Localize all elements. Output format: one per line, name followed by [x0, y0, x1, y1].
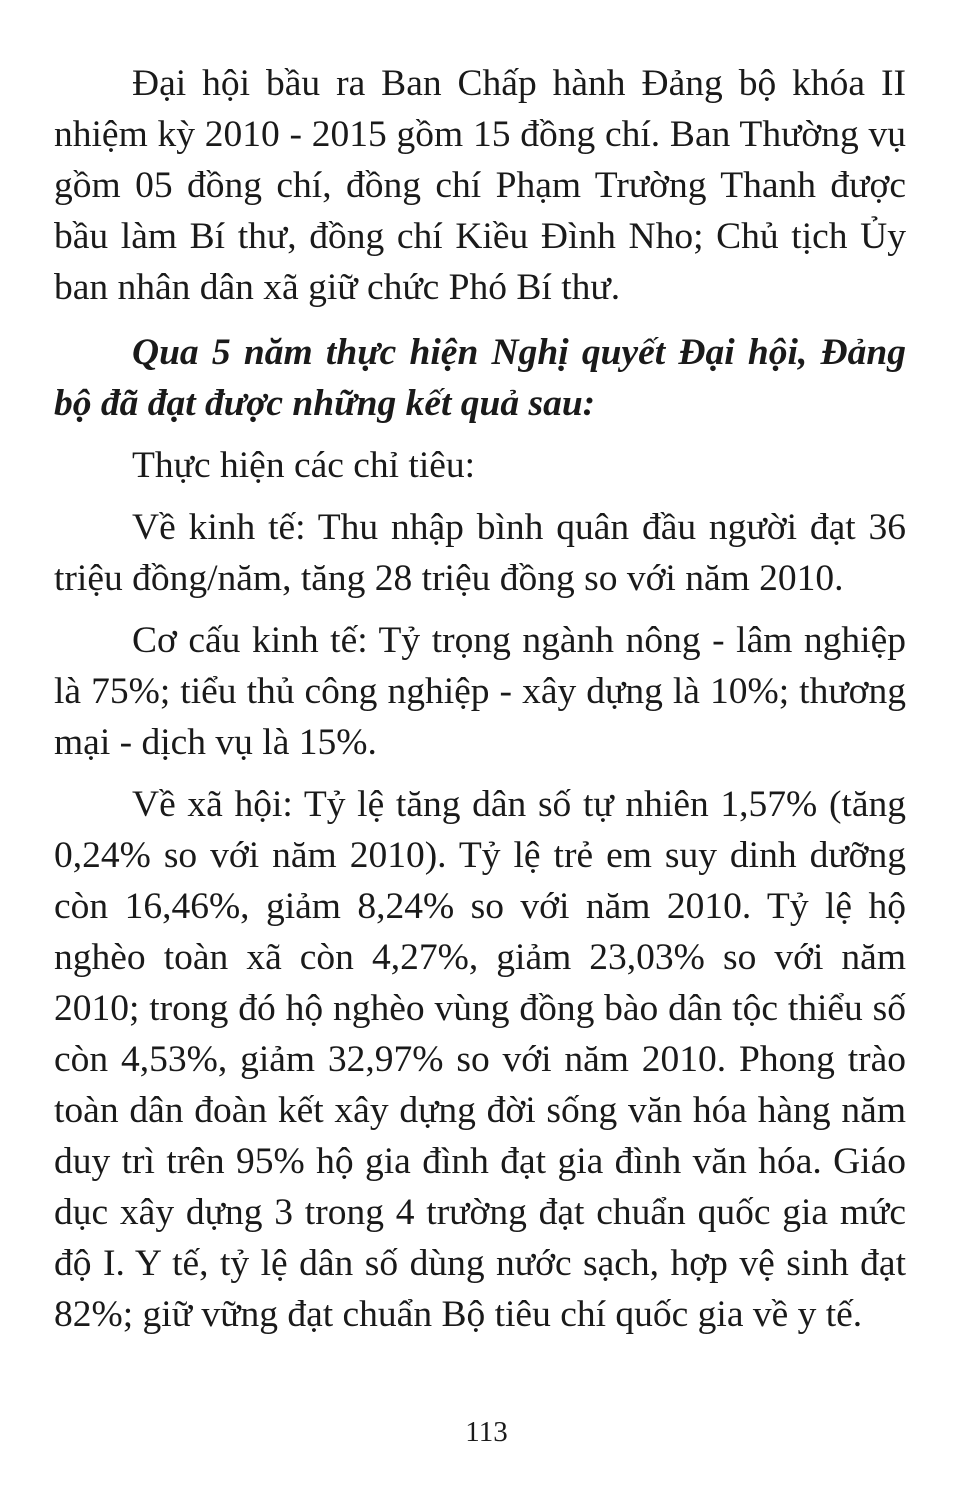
paragraph-results-heading: Qua 5 năm thực hiện Nghị quyết Đại hội, Đảng bộ đã đạt được những kết quả sau: — [54, 332, 906, 424]
paragraph-party-congress-election: Đại hội bầu ra Ban Chấp hành Đảng bộ khóa II nhiệm kỳ 2010 - 2015 gồm 15 đồng chí. Ban Thường vụ gồm 05 đồng chí, đồng chí Phạm Trường Thanh được bầu làm Bí thư, đồng chí Kiều Đình Nho; Chủ tịch Ủy ban nhân dân xã giữ chức Phó Bí thư. — [54, 63, 906, 308]
body-text — [54, 58, 906, 1340]
paragraph-targets-intro: Thực hiện các chỉ tiêu: — [132, 445, 476, 486]
paragraph-society: Về xã hội: Tỷ lệ tăng dân số tự nhiên 1,57% (tăng 0,24% so với năm 2010). Tỷ lệ trẻ em suy dinh dưỡng còn 16,46%, giảm 8,24% so với năm 2010. Tỷ lệ hộ nghèo toàn xã còn 4,27%, giảm 23,03% so với năm 2010; trong đó hộ nghèo vùng đồng bào dân tộc thiểu số còn 4,53%, giảm 32,97% so với năm 2010. Phong trào toàn dân đoàn kết xây dựng đời sống văn hóa hàng năm duy trì trên 95% hộ gia đình đạt gia đình văn hóa. Giáo dục xây dựng 3 trong 4 trường đạt chuẩn quốc gia mức độ I. Y tế, tỷ lệ dân số dùng nước sạch, hợp vệ sinh đạt 82%; giữ vững đạt chuẩn Bộ tiêu chí quốc gia về y tế. — [54, 784, 906, 1335]
paragraph-economy: Về kinh tế: Thu nhập bình quân đầu người đạt 36 triệu đồng/năm, tăng 28 triệu đồng so với năm 2010. — [54, 507, 906, 599]
page-number: 113 — [465, 1416, 508, 1448]
paragraph-economic-structure: Cơ cấu kinh tế: Tỷ trọng ngành nông - lâm nghiệp là 75%; tiểu thủ công nghiệp - xây dựng là 10%; thương mại - dịch vụ là 15%. — [54, 620, 906, 763]
